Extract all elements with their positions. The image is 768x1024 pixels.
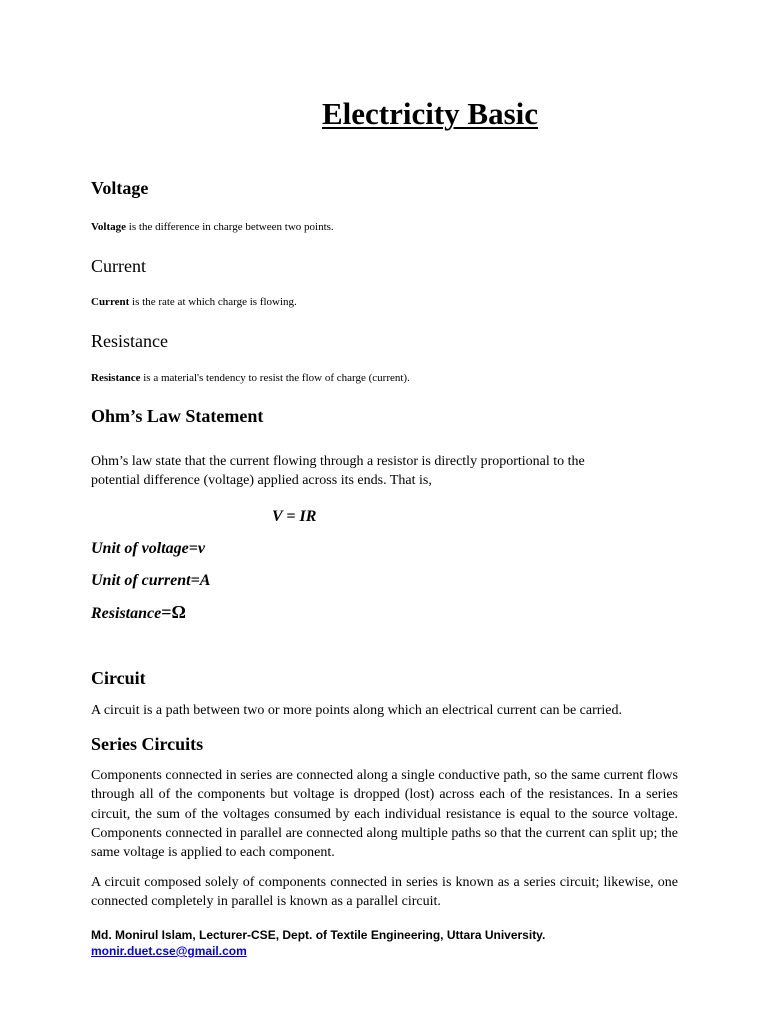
ohms-law-formula: V = IR (272, 508, 317, 525)
resistance-term: Resistance (91, 372, 141, 384)
series-paragraph-1: Components connected in series are connected along a single conductive path, so the same current flows through all of the components but voltage is dropped (lost) across each of the resistances. In a series circuit, the sum of the voltages consumed by each individual resistance is equal to the source voltage. Components connected in parallel are connected along multiple paths so that the current can split up; the same voltage is applied to each component. (91, 768, 678, 861)
unit-voltage-value: =v (188, 540, 205, 557)
current-term: Current (91, 296, 130, 308)
resistance-definition-text: is a material's tendency to resist the flow of charge (current). (140, 372, 410, 384)
footer-email-link[interactable]: monir.duet.cse@gmail.com (91, 944, 247, 958)
unit-voltage (91, 539, 205, 559)
unit-resistance (91, 602, 186, 624)
unit-resistance-label: Resistance (91, 605, 162, 622)
current-definition (91, 295, 297, 309)
unit-current (91, 571, 210, 591)
heading-resistance: Resistance (91, 331, 168, 351)
voltage-term: Voltage (91, 221, 127, 233)
heading-voltage: Voltage (91, 178, 149, 198)
unit-current-value: =A (190, 572, 211, 589)
heading-current: Current (91, 256, 146, 276)
current-definition-text: is the rate at which charge is flowing. (129, 296, 297, 308)
series-paragraph-2: A circuit composed solely of components connected in series is known as a series circuit; likewise, one connected completely in parallel is known as a parallel circuit. (91, 875, 678, 910)
ohms-law-line-1: Ohm’s law state that the current flowing through a resistor is directly proportional to the (91, 454, 585, 469)
document-title: Electricity Basic (321, 96, 539, 131)
heading-series-circuits: Series Circuits (91, 734, 204, 754)
voltage-definition (91, 220, 334, 234)
heading-circuit: Circuit (91, 668, 146, 688)
voltage-definition-text: is the difference in charge between two points. (126, 221, 334, 233)
heading-ohms-law: Ohm’s Law Statement (91, 406, 264, 426)
ohms-law-line-2: potential difference (voltage) applied across its ends. That is, (91, 473, 432, 488)
circuit-definition: A circuit is a path between two or more points along which an electrical current can be carried. (91, 703, 623, 718)
unit-voltage-label: Unit of voltage (91, 540, 189, 557)
unit-resistance-value: =Ω (161, 602, 186, 622)
unit-current-label: Unit of current (91, 572, 191, 589)
footer-author: Md. Monirul Islam, Lecturer-CSE, Dept. of Textile Engineering, Uttara University. (91, 928, 546, 942)
resistance-definition (91, 371, 410, 385)
